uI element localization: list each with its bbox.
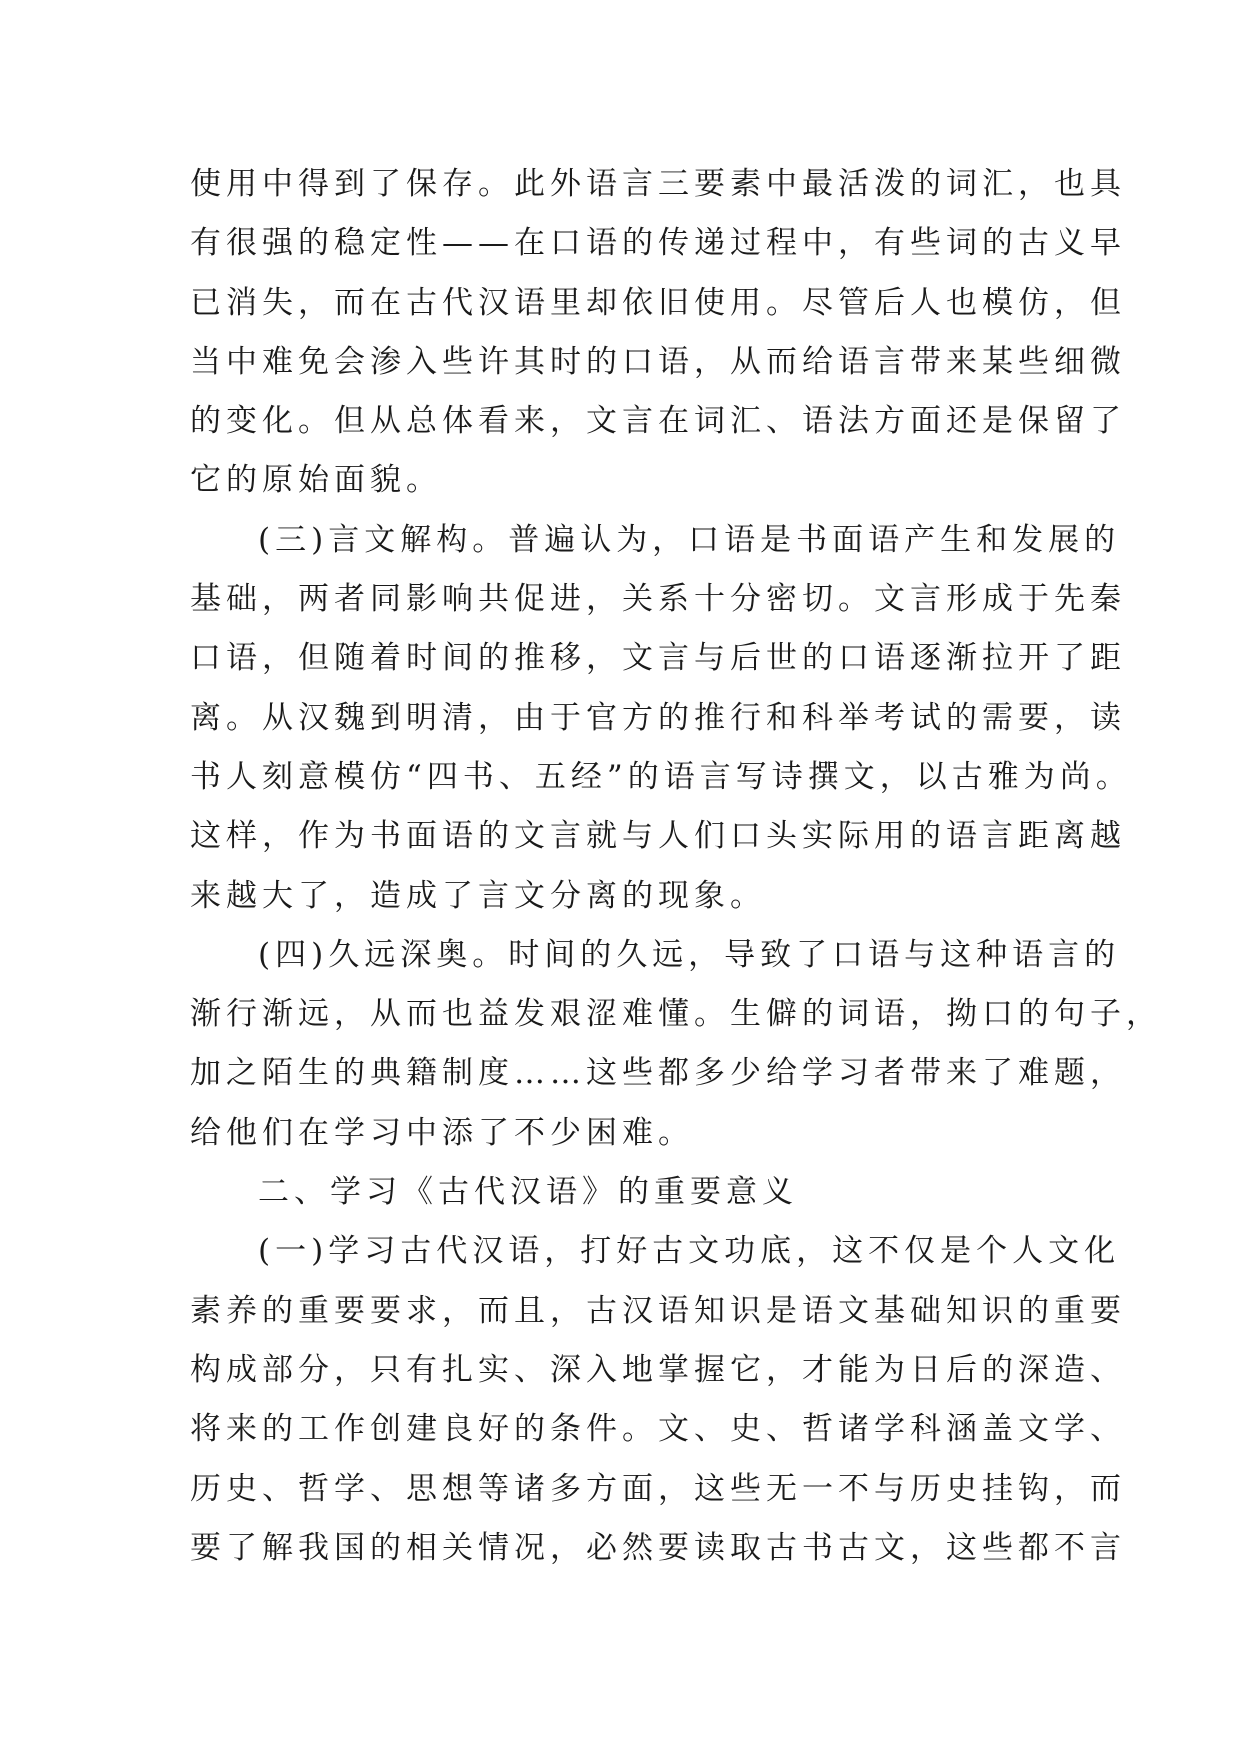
- text-line: 它的原始面貌。: [190, 462, 442, 499]
- body-text: [190, 155, 1162, 1578]
- text-line: 来越大了，造成了言文分离的现象。: [190, 877, 766, 914]
- text-line: 当中难免会渗入些许其时的口语，从而给语言带来某些细微: [190, 343, 1126, 380]
- text-line: (三)言文解构。普遍认为，口语是书面语产生和发展的: [258, 521, 1121, 558]
- text-line: 口语，但随着时间的推移，文言与后世的口语逐渐拉开了距: [190, 640, 1126, 677]
- text-line: 要了解我国的相关情况，必然要读取古书古文，这些都不言: [190, 1529, 1126, 1566]
- text-line: 这样，作为书面语的文言就与人们口头实际用的语言距离越: [190, 818, 1126, 855]
- text-line: 离。从汉魏到明清，由于官方的推行和科举考试的需要，读: [190, 699, 1126, 736]
- text-line: 将来的工作创建良好的条件。文、史、哲诸学科涵盖文学、: [190, 1411, 1126, 1448]
- text-line: 给他们在学习中添了不少困难。: [190, 1114, 694, 1151]
- text-line: 使用中得到了保存。此外语言三要素中最活泼的词汇，也具: [190, 166, 1126, 202]
- text-line: 基础，两者同影响共促进，关系十分密切。文言形成于先秦: [190, 581, 1126, 618]
- text-line: 构成部分，只有扎实、深入地掌握它，才能为日后的深造、: [190, 1351, 1126, 1388]
- text-line: 素养的重要要求，而且，古汉语知识是语文基础知识的重要: [190, 1292, 1126, 1329]
- text-line: 书人刻意模仿“四书、五经”的语言写诗撰文，以古雅为尚。: [190, 758, 1132, 795]
- text-line: 已消失，而在古代汉语里却依旧使用。尽管后人也模仿，但: [190, 284, 1126, 321]
- text-line: 有很强的稳定性——在口语的传递过程中，有些词的古义早: [190, 225, 1126, 262]
- text-line: 的变化。但从总体看来，文言在词汇、语法方面还是保留了: [190, 403, 1126, 440]
- text-line: (四)久远深奥。时间的久远，导致了口语与这种语言的: [258, 936, 1121, 973]
- text-line: 二、学习《古代汉语》的重要意义: [258, 1174, 798, 1211]
- text-line: 加之陌生的典籍制度……这些都多少给学习者带来了难题，: [190, 1055, 1126, 1092]
- text-line: 渐行渐远，从而也益发艰涩难懂。生僻的词语，拗口的句子，: [190, 996, 1162, 1033]
- text-line: (一)学习古代汉语，打好古文功底，这不仅是个人文化: [258, 1233, 1121, 1270]
- text-line: 历史、哲学、思想等诸多方面，这些无一不与历史挂钩，而: [190, 1470, 1126, 1507]
